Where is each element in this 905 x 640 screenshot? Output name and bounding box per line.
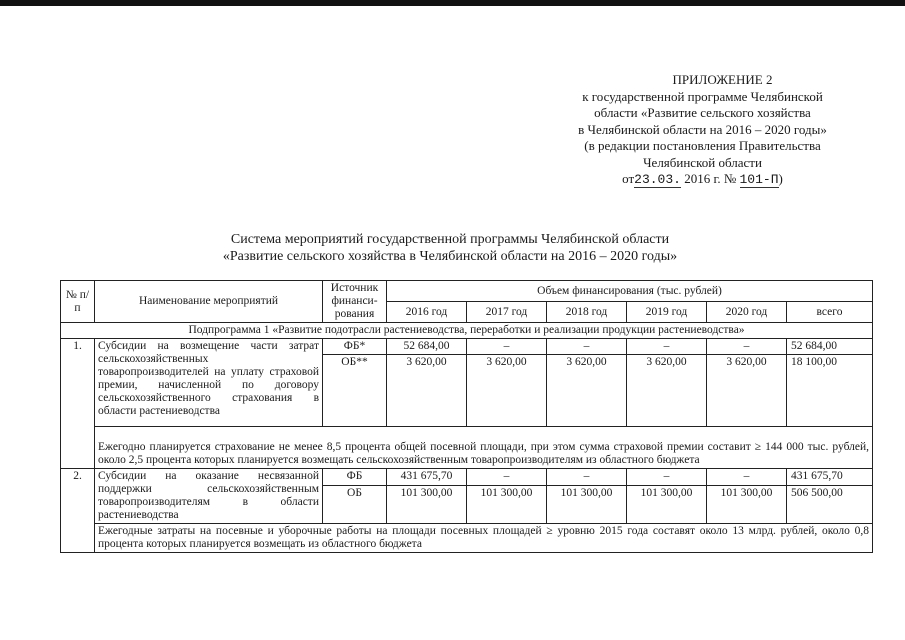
funding-source: ОБ — [323, 486, 387, 524]
header-year-2017: 2017 год — [467, 302, 547, 323]
header-name: Наименование мероприятий — [95, 281, 323, 323]
resolution-number: 101-П — [739, 172, 779, 187]
value-2020: 101 300,00 — [707, 486, 787, 524]
value-2016: 431 675,70 — [387, 469, 467, 486]
date-close: ) — [778, 171, 783, 186]
header-row-1 — [61, 281, 873, 302]
appendix-date-line — [520, 171, 885, 189]
note-spacer — [61, 427, 95, 469]
value-2019: – — [627, 339, 707, 355]
value-2020: – — [707, 469, 787, 486]
funding-source: ФБ* — [323, 339, 387, 355]
value-2017: 101 300,00 — [467, 486, 547, 524]
funding-source: ОБ** — [323, 355, 387, 427]
header-num: № п/п — [61, 281, 95, 323]
appendix-line-2: области «Развитие сельского хозяйства — [594, 105, 811, 120]
measure-note: Ежегодные затраты на посевные и уборочные работы на площади посевных площадей ≥ уровню 2015 года составят около 13 млрд. рублей, около 0,8 процента которых планируется возмещать из областного бюджета — [95, 524, 873, 553]
value-2016: 52 684,00 — [387, 339, 467, 355]
value-2016: 101 300,00 — [387, 486, 467, 524]
value-2019: – — [627, 469, 707, 486]
value-2017: – — [467, 469, 547, 486]
date-prefix: от — [622, 171, 635, 186]
value-2017: 3 620,00 — [467, 355, 547, 427]
subprogram-title: Подпрограмма 1 «Развитие подотрасли растениеводства, переработки и реализации продукции растениеводства» — [61, 323, 873, 339]
row-number: 2. — [61, 469, 95, 524]
value-total: 52 684,00 — [787, 339, 873, 355]
note-row — [61, 524, 873, 553]
value-total: 18 100,00 — [787, 355, 873, 427]
header-year-2018: 2018 год — [547, 302, 627, 323]
appendix-line-5: Челябинской области — [643, 154, 762, 170]
appendix-line-1: к государственной программе Челябинской — [582, 88, 823, 104]
date-year: 2016 г. № — [680, 171, 740, 186]
date-value: 23.03. — [634, 172, 681, 187]
header-source: Источник финанси-рования — [323, 281, 387, 323]
document-title-line-1: Система мероприятий государственной программы Челябинской области — [230, 232, 670, 247]
note-row — [61, 427, 873, 469]
value-2018: – — [547, 469, 627, 486]
value-2019: 3 620,00 — [627, 355, 707, 427]
document-title — [140, 231, 760, 265]
value-total: 431 675,70 — [787, 469, 873, 486]
measures-table — [60, 280, 873, 553]
note-spacer — [61, 524, 95, 553]
funding-source: ФБ — [323, 469, 387, 486]
measure-name: Субсидии на оказание несвязанной поддержки сельскохозяйственным товаропроизводителям в области растениеводства — [95, 469, 323, 524]
top-scan-border — [0, 0, 905, 6]
appendix-line-3: в Челябинской области на 2016 – 2020 годы» — [578, 121, 827, 137]
appendix-line-4: (в редакции постановления Правительства — [584, 138, 821, 153]
value-total: 506 500,00 — [787, 486, 873, 524]
header-year-2020: 2020 год — [707, 302, 787, 323]
table-row — [61, 469, 873, 486]
header-volume: Объем финансирования (тыс. рублей) — [387, 281, 873, 302]
appendix-title: ПРИЛОЖЕНИЕ 2 — [672, 72, 773, 87]
value-2018: 101 300,00 — [547, 486, 627, 524]
appendix-header — [520, 72, 885, 189]
value-2020: 3 620,00 — [707, 355, 787, 427]
measure-name: Субсидии на возмещение части затрат сельскохозяйственных товаропроизводителей на уплату страховой премии, начисленной по договору сельскохозяйственного страхования в области растениеводства — [95, 339, 323, 427]
subprogram-row — [61, 323, 873, 339]
value-2016: 3 620,00 — [387, 355, 467, 427]
value-2019: 101 300,00 — [627, 486, 707, 524]
header-total: всего — [787, 302, 873, 323]
row-number: 1. — [61, 339, 95, 427]
header-year-2016: 2016 год — [387, 302, 467, 323]
table-row — [61, 339, 873, 355]
value-2018: 3 620,00 — [547, 355, 627, 427]
document-title-line-2: «Развитие сельского хозяйства в Челябинской области на 2016 – 2020 годы» — [222, 249, 678, 264]
header-year-2019: 2019 год — [627, 302, 707, 323]
value-2020: – — [707, 339, 787, 355]
value-2018: – — [547, 339, 627, 355]
measure-note: Ежегодно планируется страхование не менее 8,5 процента общей посевной площади, при этом сумма страховой премии составит ≥ 144 000 тыс. рублей, около 2,5 процента которых планируется возмещать сельскохозяйственным товаропроизводителям из областного бюджета — [95, 427, 873, 469]
value-2017: – — [467, 339, 547, 355]
